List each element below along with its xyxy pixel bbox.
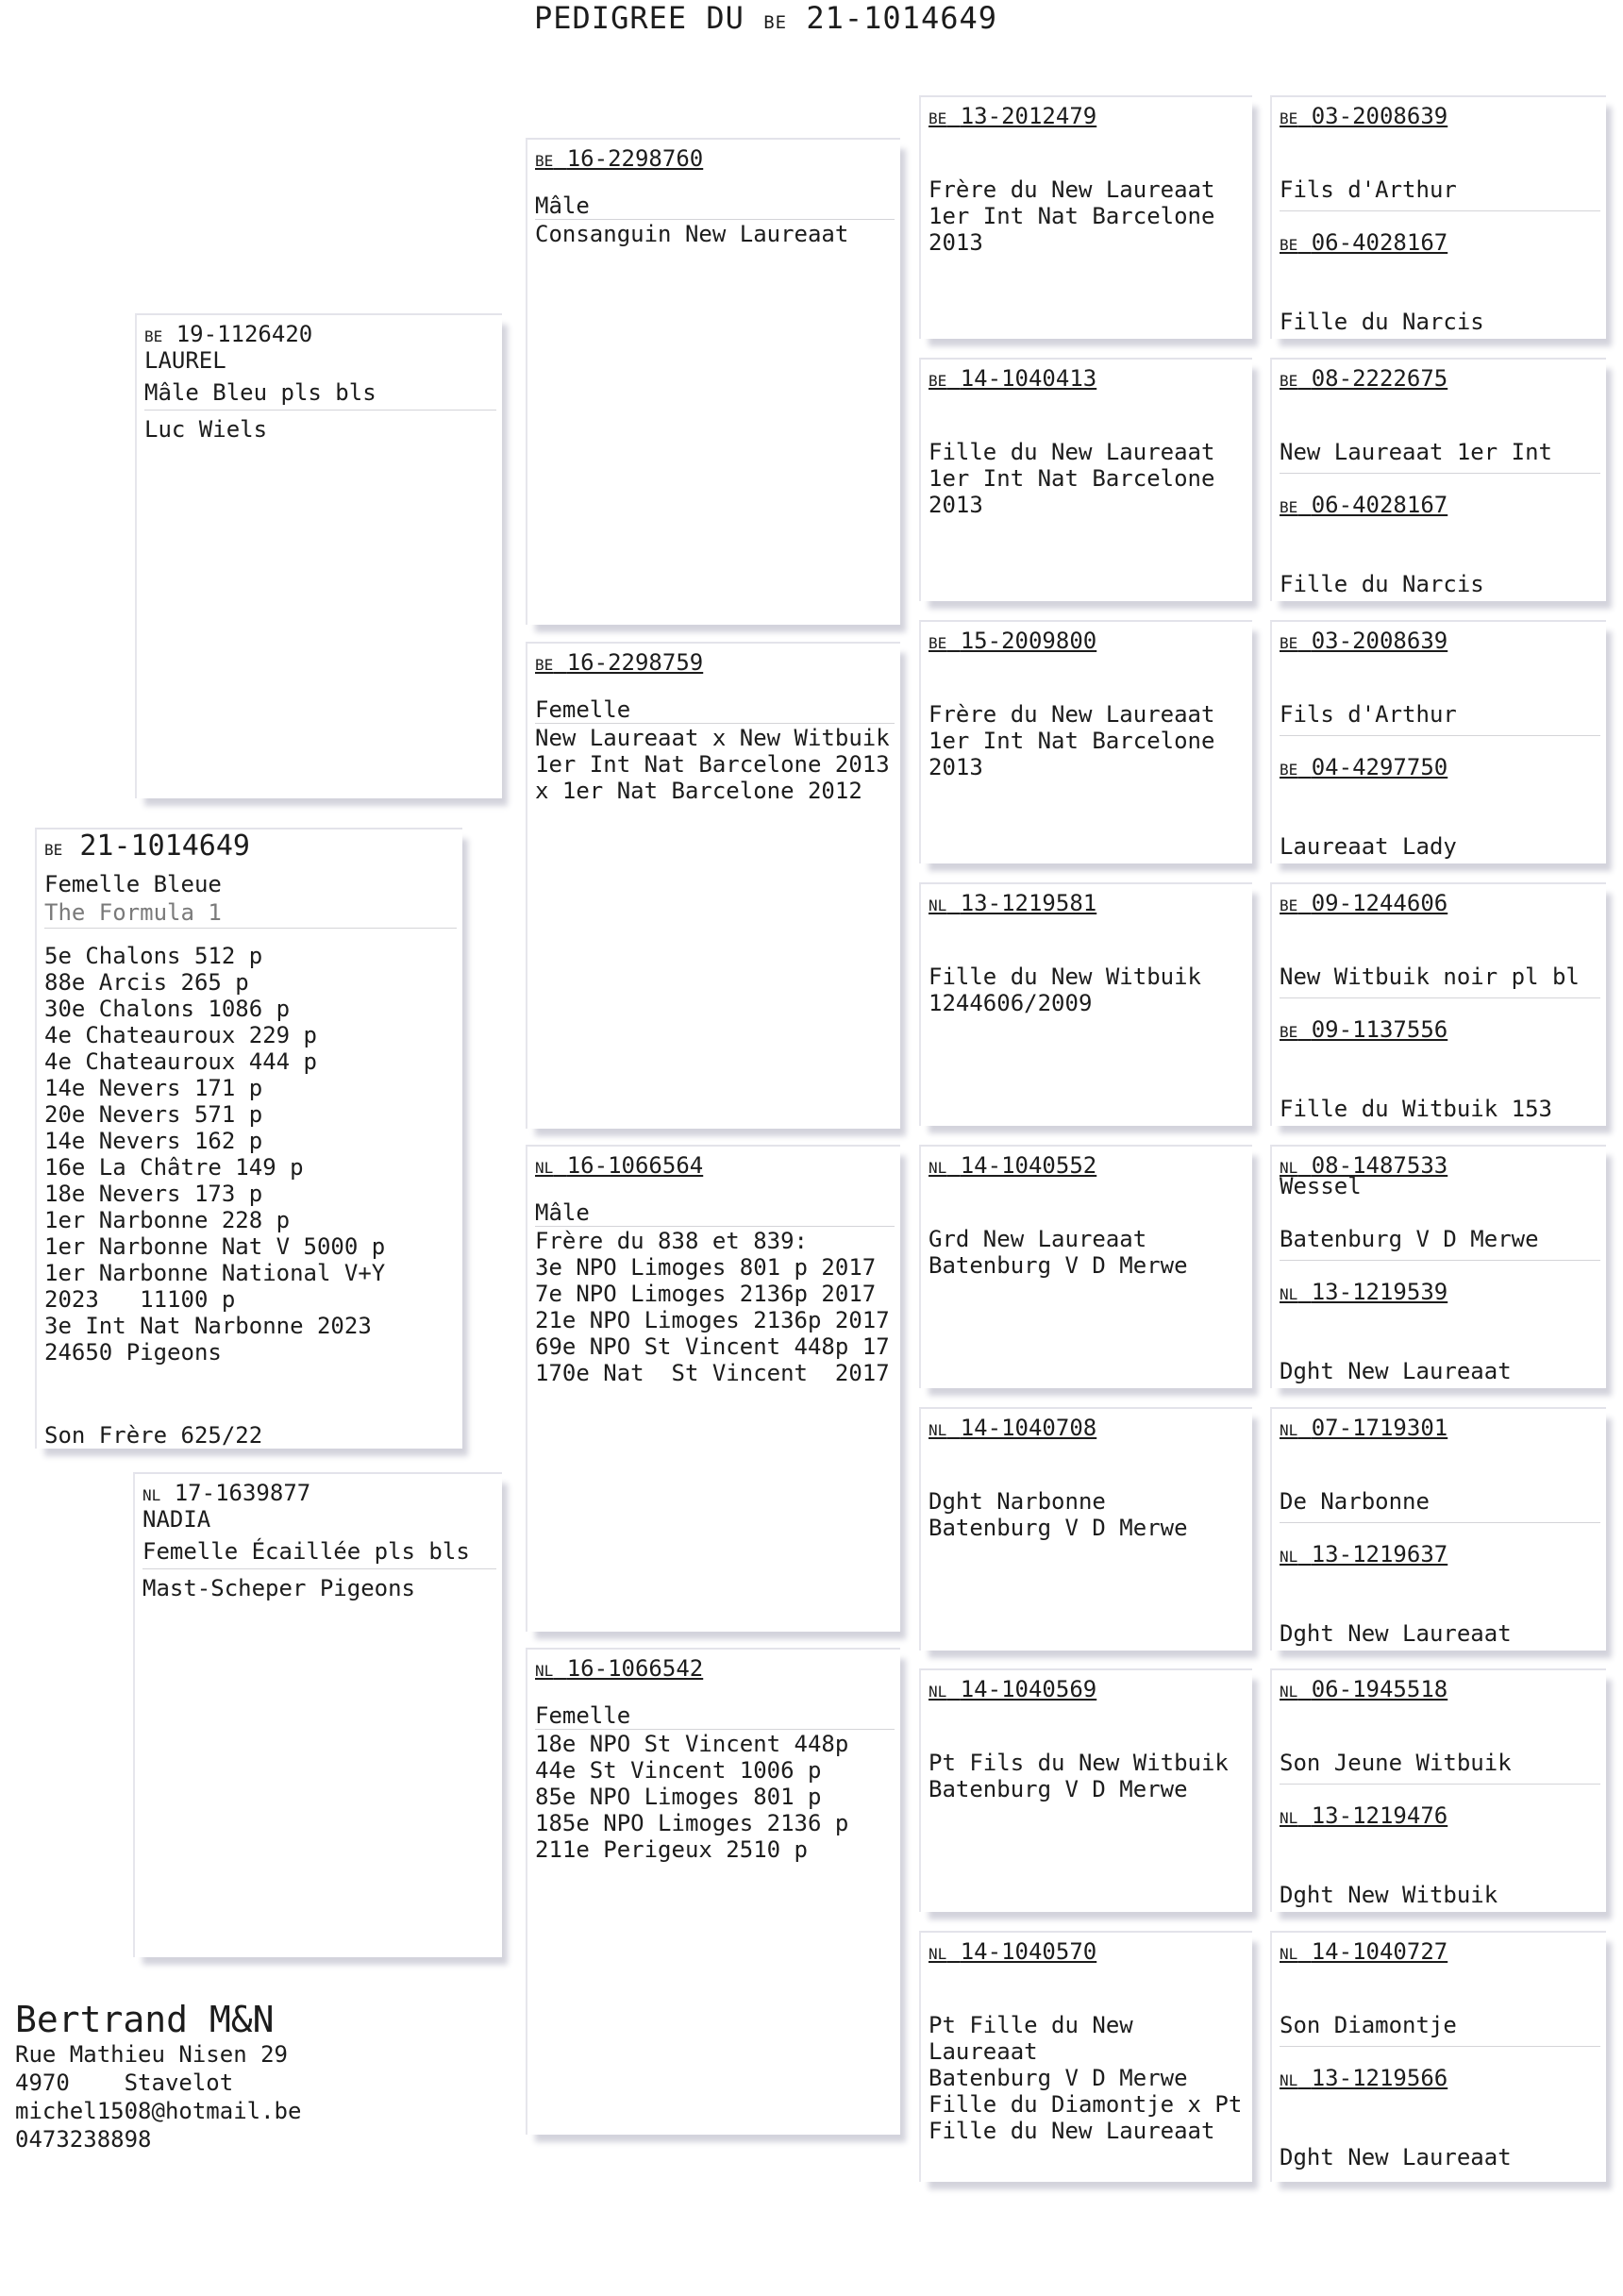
- gen3-card: [526, 642, 900, 1129]
- gen5-dam-text: Laureaat Lady: [1280, 833, 1457, 860]
- subject-country: BE: [44, 841, 63, 859]
- gen5-sire-name: Wessel: [1280, 1173, 1362, 1199]
- gen5-dam-text: Dght New Laureaat: [1280, 1358, 1512, 1384]
- gen5-sire-text: De Narbonne: [1280, 1488, 1430, 1515]
- subject-sex-color: Femelle Bleue: [44, 871, 222, 897]
- gen4-country: NL: [929, 897, 947, 914]
- subject-footer: Son Frère 625/22: [44, 1422, 263, 1449]
- gen4-ring: [929, 103, 1096, 132]
- gen5-card: [1270, 1145, 1606, 1388]
- gen3-sex: Femelle: [535, 696, 631, 723]
- gen4-country: NL: [929, 1421, 947, 1439]
- gen5-ring: [1280, 103, 1447, 132]
- gen4-ring-number: 14-1040552: [960, 1152, 1097, 1179]
- dam-ring: [142, 1480, 310, 1509]
- gen5-country: NL: [1280, 1945, 1298, 1963]
- gen5-country: NL: [1280, 1683, 1298, 1701]
- sire-card: [135, 313, 502, 798]
- gen4-card: [919, 95, 1252, 339]
- subject-ring-number: 21-1014649: [79, 830, 250, 863]
- owner-phone: 0473238898: [15, 2126, 152, 2153]
- gen4-ring-number: 13-1219581: [960, 890, 1097, 916]
- gen4-card: [919, 1407, 1252, 1651]
- gen5-ring-number: 06-1945518: [1311, 1676, 1448, 1702]
- gen4-ring: [929, 1676, 1096, 1705]
- gen4-ring-number: 14-1040569: [960, 1676, 1097, 1702]
- gen4-text: Fille du New Laureaat 1er Int Nat Barcelone 2013: [929, 439, 1215, 518]
- gen5-sire-text: Son Jeune Witbuik: [1280, 1750, 1512, 1776]
- gen5-card: [1270, 882, 1606, 1126]
- gen5-card: [1270, 1407, 1606, 1651]
- gen4-card: [919, 1931, 1252, 2182]
- gen5-dam-ring: [1280, 1279, 1447, 1308]
- sire-ring-number: 19-1126420: [176, 321, 313, 347]
- gen5-dam-ring: [1280, 229, 1447, 259]
- gen3-country: BE: [535, 656, 554, 674]
- gen5-dam-ring: [1280, 1802, 1447, 1832]
- gen5-dam-country: NL: [1280, 1809, 1298, 1827]
- divider: [535, 1729, 895, 1730]
- gen3-text: Frère du 838 et 839: 3e NPO Limoges 801 p 2017 7e NPO Limoges 2136p 2017 21e NPO Limoges 2136p 2017 69e NPO St Vincent 448p 17 170e Nat St Vincent 2017: [535, 1228, 890, 1386]
- gen4-ring: [929, 890, 1096, 919]
- sire-name: LAUREL: [144, 347, 226, 374]
- divider: [535, 723, 895, 724]
- gen3-ring: [535, 1152, 703, 1182]
- gen4-text: Fille du New Witbuik 1244606/2009: [929, 964, 1201, 1016]
- gen5-country: BE: [1280, 372, 1298, 390]
- gen5-country: BE: [1280, 109, 1298, 127]
- gen5-dam-country: NL: [1280, 1285, 1298, 1303]
- gen4-card: [919, 358, 1252, 601]
- divider: [1280, 1784, 1600, 1785]
- gen3-ring-number: 16-2298759: [566, 649, 704, 676]
- owner-email: michel1508@hotmail.be: [15, 2098, 302, 2124]
- gen5-ring-number: 14-1040727: [1311, 1938, 1448, 1965]
- gen4-ring: [929, 628, 1096, 657]
- owner-city: 4970 Stavelot: [15, 2070, 234, 2096]
- gen4-card: [919, 1145, 1252, 1388]
- gen5-dam-text: Fille du Witbuik 153: [1280, 1096, 1552, 1122]
- gen5-dam-ring: [1280, 1541, 1447, 1570]
- divider: [44, 928, 457, 929]
- title-country: BE: [763, 12, 788, 33]
- divider: [1280, 210, 1600, 211]
- gen5-ring-number: 08-1487533: [1311, 1152, 1448, 1179]
- subject-name: The Formula 1: [44, 899, 222, 926]
- gen5-dam-ring-number: 13-1219539: [1311, 1279, 1448, 1305]
- gen4-country: NL: [929, 1159, 947, 1177]
- gen4-ring: [929, 1938, 1096, 1968]
- gen3-country: BE: [535, 152, 554, 170]
- gen5-dam-text: Fille du Narcis: [1280, 571, 1484, 597]
- gen5-card: [1270, 358, 1606, 601]
- gen5-dam-ring-number: 06-4028167: [1311, 492, 1448, 518]
- divider: [1280, 2046, 1600, 2047]
- gen4-text: Pt Fille du New Laureaat Batenburg V D Merwe Fille du Diamontje x Pt Fille du New Laureaat: [929, 2012, 1243, 2144]
- gen5-card: [1270, 620, 1606, 863]
- sire-breeder: Luc Wiels: [144, 416, 268, 443]
- dam-country: NL: [142, 1486, 161, 1504]
- gen5-dam-country: BE: [1280, 498, 1298, 516]
- gen4-country: BE: [929, 109, 947, 127]
- gen3-ring: [535, 1655, 703, 1684]
- gen4-card: [919, 1668, 1252, 1912]
- gen4-country: BE: [929, 372, 947, 390]
- gen5-ring-number: 09-1244606: [1311, 890, 1448, 916]
- divider: [1280, 735, 1600, 736]
- gen5-dam-ring: [1280, 492, 1447, 521]
- gen5-dam-ring-number: 09-1137556: [1311, 1016, 1448, 1043]
- gen5-dam-ring-number: 06-4028167: [1311, 229, 1448, 256]
- gen5-sire-text: New Witbuik noir pl bl: [1280, 964, 1580, 990]
- gen3-card: [526, 138, 900, 625]
- gen3-text: New Laureaat x New Witbuik 1er Int Nat Barcelone 2013 x 1er Nat Barcelone 2012: [535, 725, 890, 804]
- sire-country: BE: [144, 327, 163, 345]
- gen4-card: [919, 882, 1252, 1126]
- gen5-card: [1270, 95, 1606, 339]
- gen3-ring: [535, 649, 703, 679]
- gen4-ring-number: 13-2012479: [960, 103, 1097, 129]
- gen5-sire-text: Son Diamontje: [1280, 2012, 1457, 2038]
- gen4-ring: [929, 365, 1096, 394]
- subject-results: 5e Chalons 512 p 88e Arcis 265 p 30e Chalons 1086 p 4e Chateauroux 229 p 4e Chateauroux 444 p 14e Nevers 171 p 20e Nevers 571 p 14e Nevers 162 p 16e La Châtre 149 p 18e Nevers 173 p 1er Narbonne 228 p 1er Narbonne Nat V 5000 p 1er Narbonne National V+Y 2023 11100 p 3e Int Nat Narbonne 2023 24650 Pigeons: [44, 943, 386, 1366]
- gen5-dam-ring-number: 13-1219476: [1311, 1802, 1448, 1829]
- gen5-dam-text: Dght New Witbuik: [1280, 1882, 1498, 1908]
- gen5-dam-text: Fille du Narcis: [1280, 309, 1484, 335]
- owner-block: [15, 1999, 301, 2154]
- gen4-text: Frère du New Laureaat 1er Int Nat Barcelone 2013: [929, 176, 1215, 256]
- gen5-ring-number: 07-1719301: [1311, 1415, 1448, 1441]
- gen3-ring-number: 16-1066564: [566, 1152, 704, 1179]
- gen5-ring-number: 03-2008639: [1311, 628, 1448, 654]
- gen5-dam-text: Dght New Laureaat: [1280, 2144, 1512, 2170]
- gen3-text: 18e NPO St Vincent 448p 44e St Vincent 1006 p 85e NPO Limoges 801 p 185e NPO Limoges 2136 p 211e Perigeux 2510 p: [535, 1731, 849, 1863]
- gen5-sire-text: New Laureaat 1er Int: [1280, 439, 1552, 465]
- gen4-country: BE: [929, 634, 947, 652]
- subject-card: [35, 828, 462, 1449]
- title-prefix: PEDIGREE DU: [534, 0, 745, 36]
- gen5-dam-country: NL: [1280, 1548, 1298, 1566]
- gen5-ring: [1280, 890, 1447, 919]
- gen5-country: NL: [1280, 1159, 1298, 1177]
- gen5-dam-country: NL: [1280, 2071, 1298, 2089]
- gen5-dam-ring: [1280, 754, 1447, 783]
- dam-description: Femelle Écaillée pls bls: [142, 1538, 470, 1565]
- gen3-text: Consanguin New Laureaat: [535, 221, 849, 247]
- gen5-dam-text: Dght New Laureaat: [1280, 1620, 1512, 1647]
- gen3-sex: Mâle: [535, 1199, 590, 1226]
- gen5-card: [1270, 1668, 1606, 1912]
- sire-ring: [144, 321, 312, 350]
- gen4-text: Frère du New Laureaat 1er Int Nat Barcelone 2013: [929, 701, 1215, 780]
- gen4-ring-number: 14-1040570: [960, 1938, 1097, 1965]
- gen5-dam-country: BE: [1280, 761, 1298, 779]
- page-title: [534, 0, 997, 36]
- gen5-ring-number: 03-2008639: [1311, 103, 1448, 129]
- gen5-ring: [1280, 1676, 1447, 1705]
- owner-address: Rue Mathieu Nisen 29: [15, 2041, 288, 2068]
- dam-name: NADIA: [142, 1506, 211, 1533]
- divider: [535, 1226, 895, 1227]
- divider: [1280, 1260, 1600, 1261]
- gen4-ring-number: 14-1040413: [960, 365, 1097, 392]
- gen5-dam-country: BE: [1280, 236, 1298, 254]
- gen4-country: NL: [929, 1945, 947, 1963]
- gen3-sex: Femelle: [535, 1702, 631, 1729]
- sire-description: Mâle Bleu pls bls: [144, 379, 376, 406]
- gen5-dam-ring: [1280, 1016, 1447, 1046]
- gen5-country: NL: [1280, 1421, 1298, 1439]
- gen5-ring: [1280, 1415, 1447, 1444]
- gen4-ring: [929, 1415, 1096, 1444]
- gen5-sire-text: Fils d'Arthur: [1280, 701, 1457, 728]
- gen4-ring-number: 14-1040708: [960, 1415, 1097, 1441]
- gen4-ring: [929, 1152, 1096, 1182]
- gen3-country: NL: [535, 1662, 554, 1680]
- gen5-ring: [1280, 1938, 1447, 1968]
- dam-card: [133, 1472, 502, 1957]
- gen5-dam-ring-number: 13-1219637: [1311, 1541, 1448, 1567]
- gen5-dam-ring-number: 04-4297750: [1311, 754, 1448, 780]
- dam-breeder: Mast-Scheper Pigeons: [142, 1575, 415, 1601]
- gen5-sire-text: Batenburg V D Merwe: [1280, 1226, 1539, 1252]
- gen5-dam-ring: [1280, 2065, 1447, 2094]
- dam-ring-number: 17-1639877: [174, 1480, 311, 1506]
- gen4-card: [919, 620, 1252, 863]
- divider: [535, 219, 895, 220]
- divider: [142, 1568, 496, 1569]
- gen5-dam-ring-number: 13-1219566: [1311, 2065, 1448, 2091]
- gen5-ring-number: 08-2222675: [1311, 365, 1448, 392]
- divider: [1280, 473, 1600, 474]
- gen5-country: BE: [1280, 897, 1298, 914]
- gen4-text: Grd New Laureaat Batenburg V D Merwe: [929, 1226, 1188, 1279]
- gen5-ring: [1280, 365, 1447, 394]
- gen3-sex: Mâle: [535, 193, 590, 219]
- divider: [1280, 1522, 1600, 1523]
- subject-ring: [44, 830, 250, 863]
- gen5-card: [1270, 1931, 1606, 2182]
- divider: [144, 410, 496, 411]
- gen5-dam-country: BE: [1280, 1023, 1298, 1041]
- owner-name: Bertrand M&N: [15, 1999, 275, 2040]
- gen5-ring: [1280, 628, 1447, 657]
- gen5-sire-text: Fils d'Arthur: [1280, 176, 1457, 203]
- gen3-ring-number: 16-2298760: [566, 145, 704, 172]
- gen4-text: Pt Fils du New Witbuik Batenburg V D Merwe: [929, 1750, 1229, 1802]
- gen3-card: [526, 1648, 900, 2135]
- title-ring: 21-1014649: [806, 0, 997, 36]
- divider: [1280, 997, 1600, 998]
- gen3-country: NL: [535, 1159, 554, 1177]
- gen4-country: NL: [929, 1683, 947, 1701]
- gen4-text: Dght Narbonne Batenburg V D Merwe: [929, 1488, 1188, 1541]
- gen3-ring-number: 16-1066542: [566, 1655, 704, 1682]
- gen4-ring-number: 15-2009800: [960, 628, 1097, 654]
- gen3-ring: [535, 145, 703, 175]
- gen5-country: BE: [1280, 634, 1298, 652]
- gen3-card: [526, 1145, 900, 1632]
